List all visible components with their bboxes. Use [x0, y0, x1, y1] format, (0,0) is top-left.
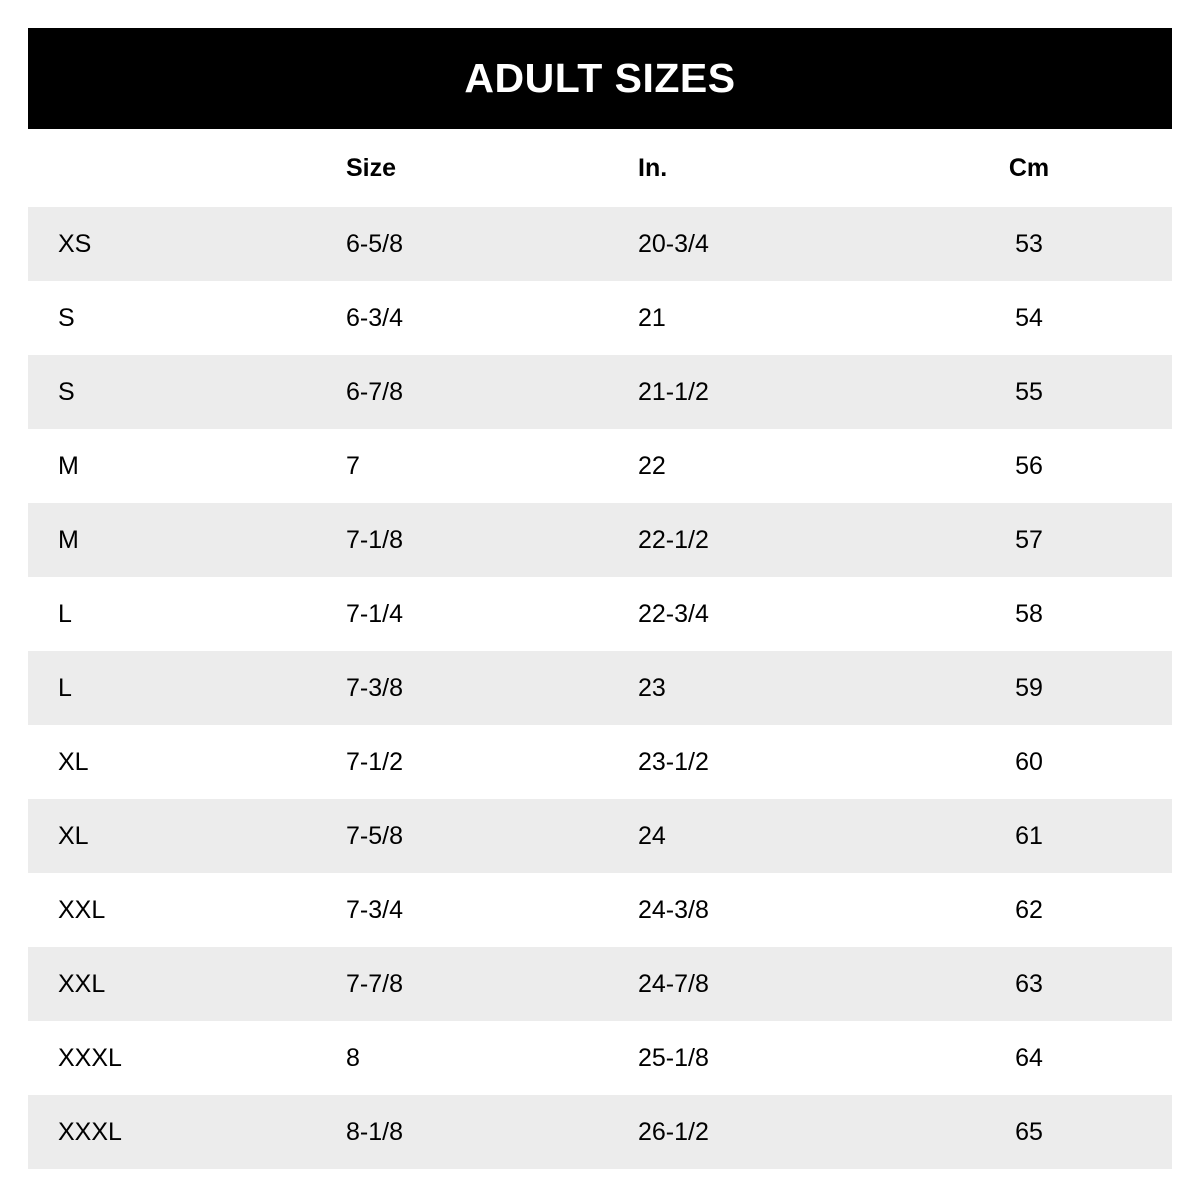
cell-cm-value: 59: [886, 651, 1172, 725]
cell-size-label: XL: [28, 725, 314, 799]
cell-inches-value: 22-1/2: [600, 503, 886, 577]
cell-size-value: 7-5/8: [314, 799, 600, 873]
cell-size-value: 7: [314, 429, 600, 503]
column-header-label: [28, 129, 314, 207]
cell-size-value: 8: [314, 1021, 600, 1095]
cell-inches-value: 26-1/2: [600, 1095, 886, 1169]
table-row: [28, 1021, 1172, 1095]
table-row: [28, 207, 1172, 281]
cell-inches-value: 23-1/2: [600, 725, 886, 799]
column-header-inches: In.: [600, 129, 886, 207]
cell-inches-value: 21: [600, 281, 886, 355]
table-body: [28, 207, 1172, 1169]
cell-size-label: XXL: [28, 873, 314, 947]
cell-cm-value: 63: [886, 947, 1172, 1021]
cell-size-label: L: [28, 651, 314, 725]
cell-cm-value: 56: [886, 429, 1172, 503]
table-head: [28, 28, 1172, 207]
table-title: ADULT SIZES: [28, 28, 1172, 129]
cell-inches-value: 23: [600, 651, 886, 725]
table-row: [28, 1095, 1172, 1169]
cell-size-label: XXXL: [28, 1021, 314, 1095]
cell-inches-value: 24: [600, 799, 886, 873]
table-row: [28, 577, 1172, 651]
cell-inches-value: 24-7/8: [600, 947, 886, 1021]
cell-inches-value: 24-3/8: [600, 873, 886, 947]
cell-size-label: M: [28, 503, 314, 577]
table-row: [28, 355, 1172, 429]
cell-size-label: S: [28, 355, 314, 429]
cell-size-value: 7-3/4: [314, 873, 600, 947]
cell-cm-value: 58: [886, 577, 1172, 651]
cell-cm-value: 64: [886, 1021, 1172, 1095]
table-row: [28, 725, 1172, 799]
column-header-size: Size: [314, 129, 600, 207]
cell-cm-value: 62: [886, 873, 1172, 947]
table-row: [28, 947, 1172, 1021]
cell-size-label: XXXL: [28, 1095, 314, 1169]
cell-size-label: XXL: [28, 947, 314, 1021]
cell-cm-value: 54: [886, 281, 1172, 355]
cell-cm-value: 55: [886, 355, 1172, 429]
cell-size-label: L: [28, 577, 314, 651]
column-header-cm: Cm: [886, 129, 1172, 207]
cell-size-label: XS: [28, 207, 314, 281]
cell-size-value: 7-1/2: [314, 725, 600, 799]
cell-size-label: S: [28, 281, 314, 355]
cell-cm-value: 65: [886, 1095, 1172, 1169]
cell-inches-value: 21-1/2: [600, 355, 886, 429]
cell-size-value: 7-3/8: [314, 651, 600, 725]
cell-inches-value: 25-1/8: [600, 1021, 886, 1095]
cell-inches-value: 22-3/4: [600, 577, 886, 651]
table-row: [28, 651, 1172, 725]
cell-inches-value: 20-3/4: [600, 207, 886, 281]
table-row: [28, 429, 1172, 503]
cell-inches-value: 22: [600, 429, 886, 503]
adult-sizes-table: [28, 28, 1172, 1169]
table-row: [28, 503, 1172, 577]
cell-size-value: 6-5/8: [314, 207, 600, 281]
cell-size-value: 6-7/8: [314, 355, 600, 429]
cell-size-value: 8-1/8: [314, 1095, 600, 1169]
cell-size-value: 7-1/8: [314, 503, 600, 577]
table-row: [28, 281, 1172, 355]
cell-size-label: XL: [28, 799, 314, 873]
cell-size-value: 7-7/8: [314, 947, 600, 1021]
title-row: [28, 28, 1172, 129]
table-row: [28, 873, 1172, 947]
cell-cm-value: 53: [886, 207, 1172, 281]
cell-cm-value: 60: [886, 725, 1172, 799]
cell-size-value: 6-3/4: [314, 281, 600, 355]
cell-size-label: M: [28, 429, 314, 503]
cell-cm-value: 57: [886, 503, 1172, 577]
column-header-row: [28, 129, 1172, 207]
cell-size-value: 7-1/4: [314, 577, 600, 651]
table-row: [28, 799, 1172, 873]
cell-cm-value: 61: [886, 799, 1172, 873]
